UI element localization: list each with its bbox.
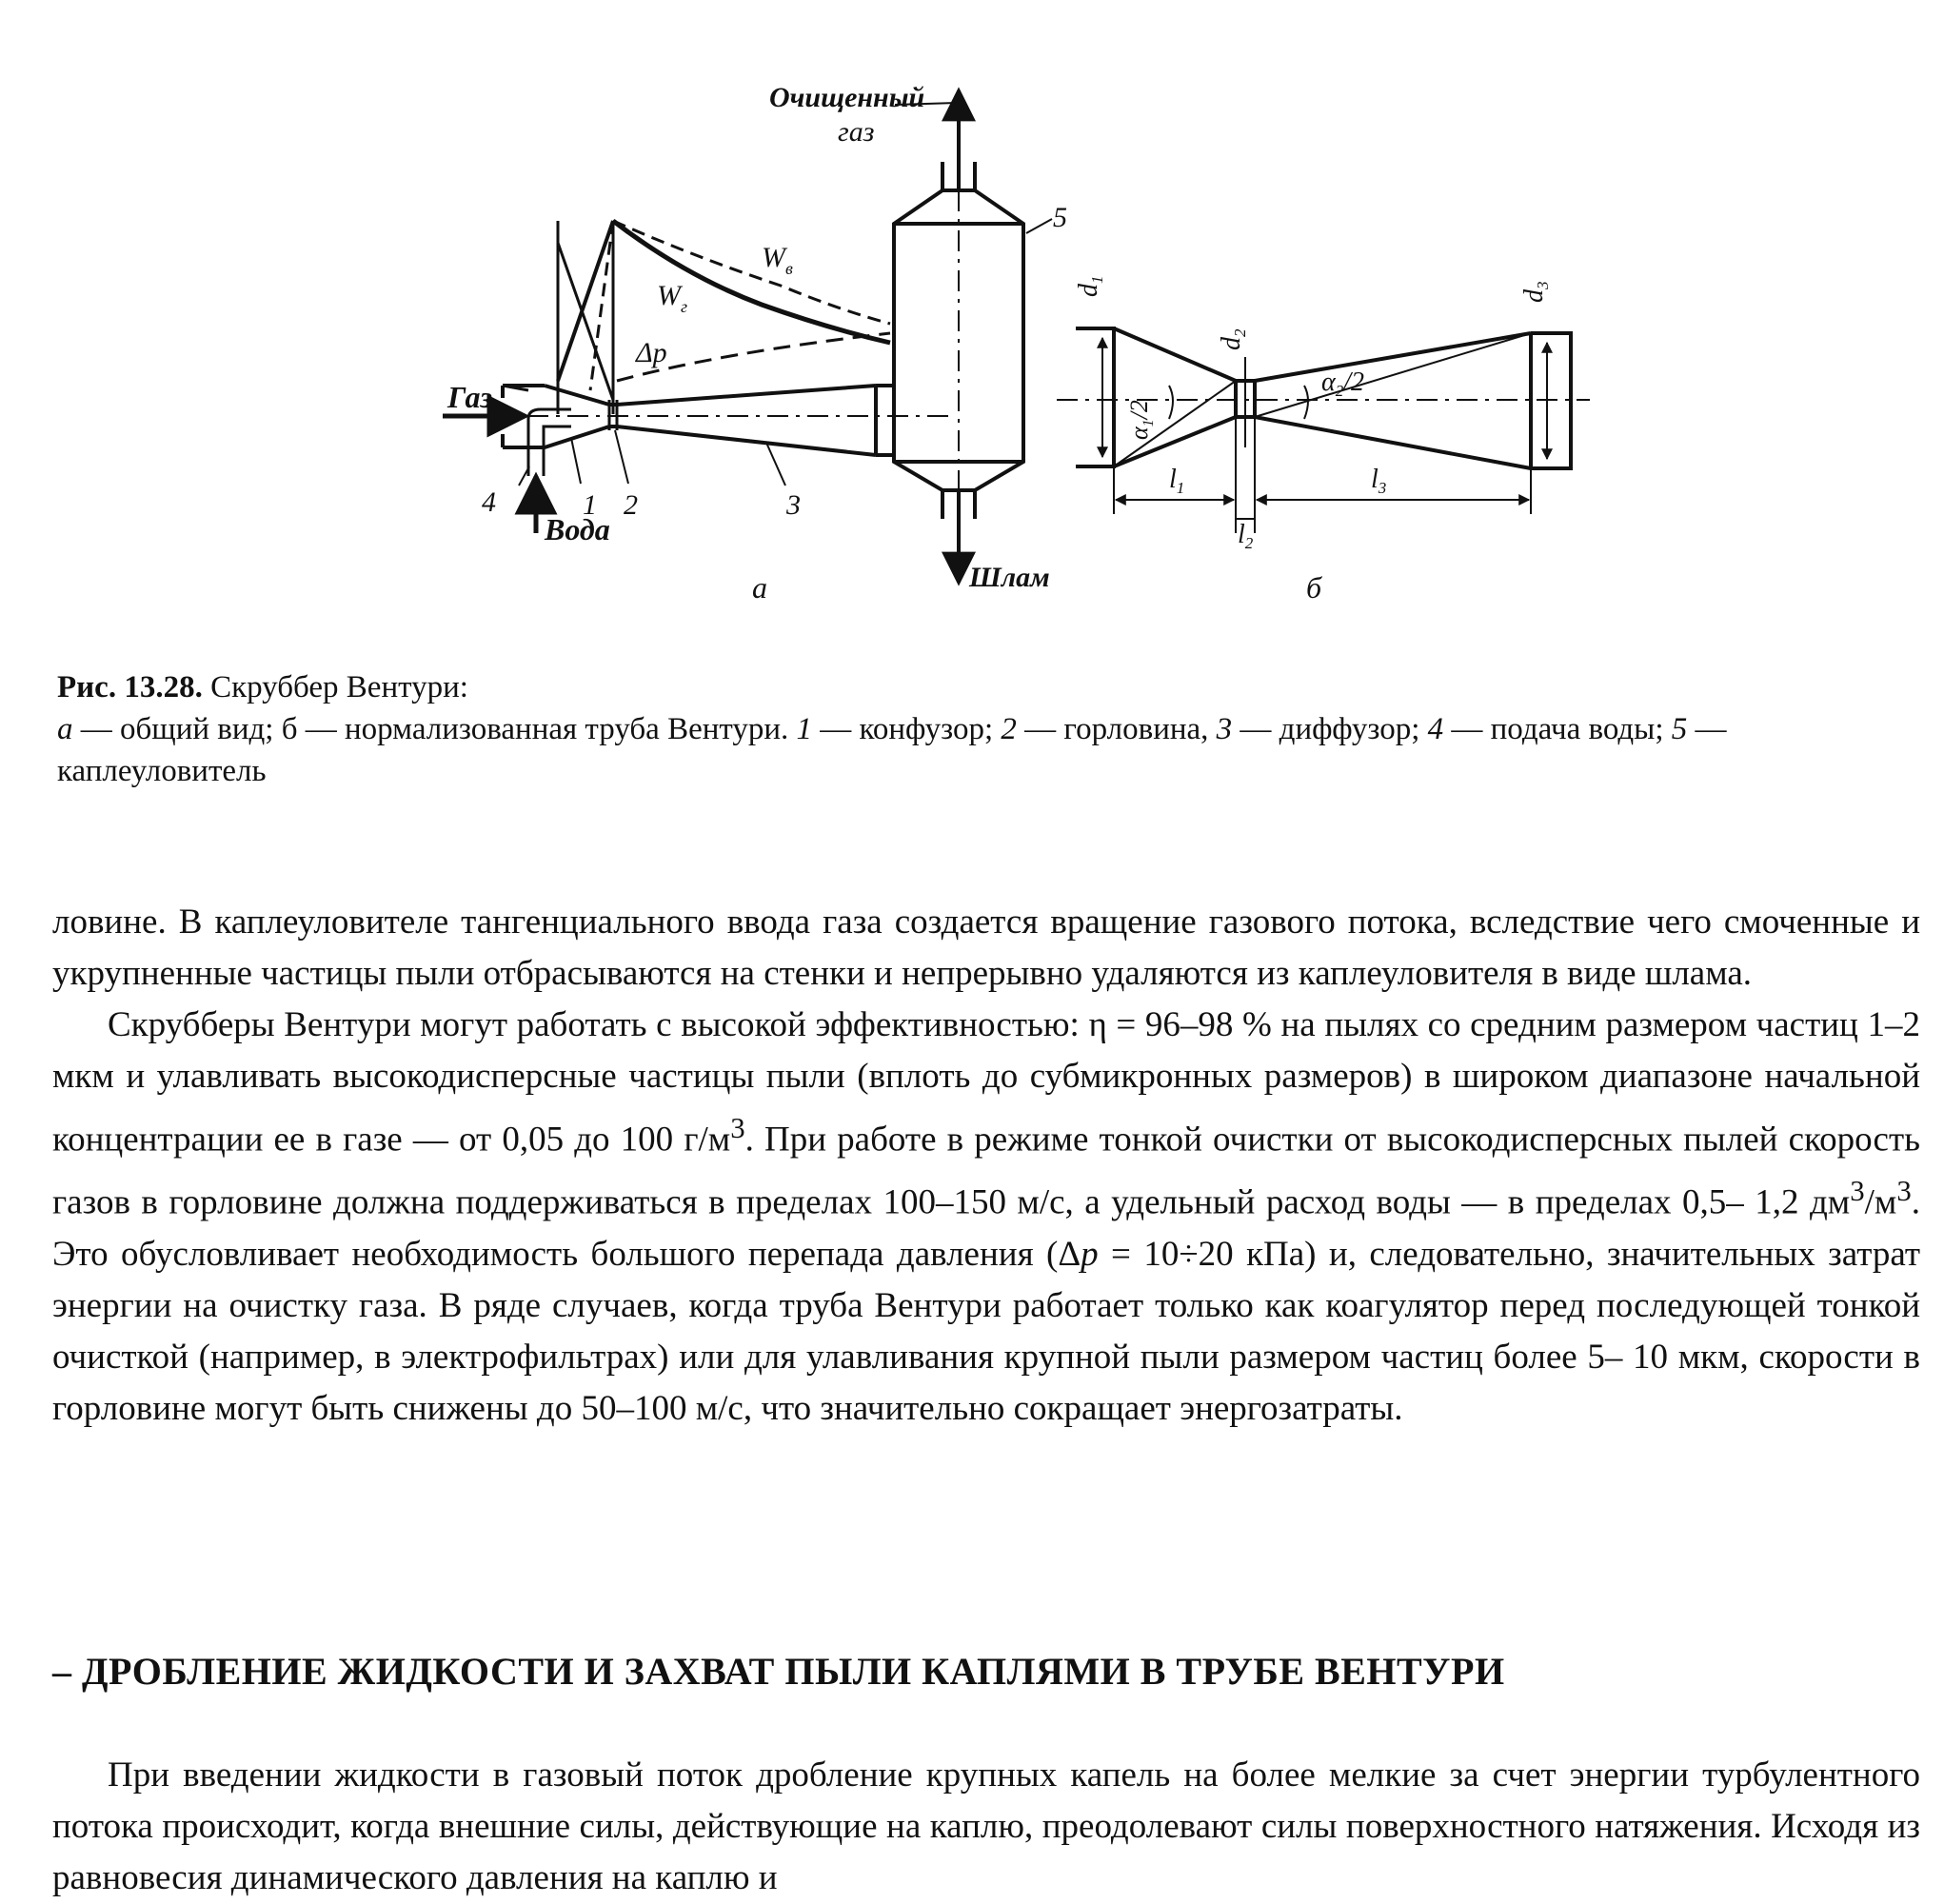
paragraph-2: Скрубберы Вентури могут работать с высокой эффективностью: η = 96–98 % на пылях со средним размером частиц 1–2 мкм и улавливать высокодисперсные частицы пыли (вплоть до субмикронных размеров) в широком диапазоне начальной концентрации ее в газе — от 0,05 до 100 $г/м^3$. При работе в режиме тонкой очистки от высокодисперсных пылей скорость газов в горловине должна поддерживаться в пределах 100–150 м/с, а удельный расход воды — в пределах 0,5– 1,2 $дм^3/м^3$. Это обусловливает необходимость большого перепада давления (Δp = 10÷20 кПа) и, следовательно, значительных затрат энергии на очистку газа. В ряде случаев, когда труба Вентури работает только как коагулятор перед последующей тонкой очисткой (например, в электрофильтрах) или для улавливания крупной пыли размером частиц более 5– 10 мкм, скорости в горловине могут быть снижены до 50–100 м/с, что значительно сокращает энергозатраты. <box>52 1005 1920 1428</box>
label-w-gas: $W_г$ <box>657 280 688 316</box>
caption-legend: а — общий вид; б — нормализованная труба Вентури. 1 — конфузор; 2 — горловина, 3 — диффузор; 4 — подача воды; 5 — каплеуловитель <box>57 712 1727 788</box>
label-alpha1: $\alpha_1/2$ <box>1125 400 1157 440</box>
label-num-1: 1 <box>583 489 597 521</box>
label-w-water: $W_в$ <box>762 242 793 278</box>
label-l3: $l_3$ <box>1371 465 1387 497</box>
label-panel-a: а <box>752 570 767 605</box>
paragraph-1: ловине. В каплеуловителе тангенциального ввода газа создается вращение газового потока, вследствие чего смоченные и укрупненные частицы пыли отбрасываются на стенки и непрерывно удаляются из каплеуловителя в виде шлама. <box>52 902 1920 993</box>
body-text <box>52 897 1920 1435</box>
label-d1: $d_1$ <box>1074 275 1106 297</box>
label-d2: $d_2$ <box>1217 328 1249 350</box>
label-alpha2: $\alpha_2/2$ <box>1321 367 1364 400</box>
paragraph-3: При введении жидкости в газовый поток дробление крупных капель на более мелкие за счет энергии турбулентного потока происходит, когда внешние силы, действующие на каплю, преодолевают силы поверхностного натяжения. Исходя из равновесия динамического давления на каплю и <box>52 1755 1920 1897</box>
label-clean-gas-line1: Очищенный <box>769 82 925 113</box>
section-heading: – ДРОБЛЕНИЕ ЖИДКОСТИ И ЗАХВАТ ПЫЛИ КАПЛЯМИ В ТРУБЕ ВЕНТУРИ <box>52 1650 1505 1693</box>
caption-figure-number: Рис. 13.28. <box>57 670 203 704</box>
label-delta-p: Δp <box>636 337 667 368</box>
label-l2: $l_2$ <box>1238 520 1254 552</box>
figure-venturi-scrubber <box>409 67 1599 628</box>
label-clean-gas-line2: газ <box>838 116 875 148</box>
label-sludge: Шлам <box>969 562 1050 593</box>
label-num-3: 3 <box>786 489 801 521</box>
label-d3: $d_3$ <box>1519 281 1552 303</box>
label-num-2: 2 <box>624 489 638 521</box>
figure-caption <box>57 666 1914 792</box>
body-text-2 <box>52 1750 1920 1904</box>
caption-title: Скруббер Вентури: <box>202 670 468 704</box>
label-num-5: 5 <box>1053 202 1067 233</box>
label-l1: $l_1$ <box>1169 465 1185 497</box>
label-num-4: 4 <box>482 486 496 518</box>
caption-title-line <box>57 666 1914 708</box>
label-water: Вода <box>545 512 610 546</box>
label-gas: Газ <box>447 380 493 414</box>
panel-a-drawing <box>443 90 1052 583</box>
label-panel-b: б <box>1306 570 1322 605</box>
figure-drawing <box>409 67 1599 628</box>
